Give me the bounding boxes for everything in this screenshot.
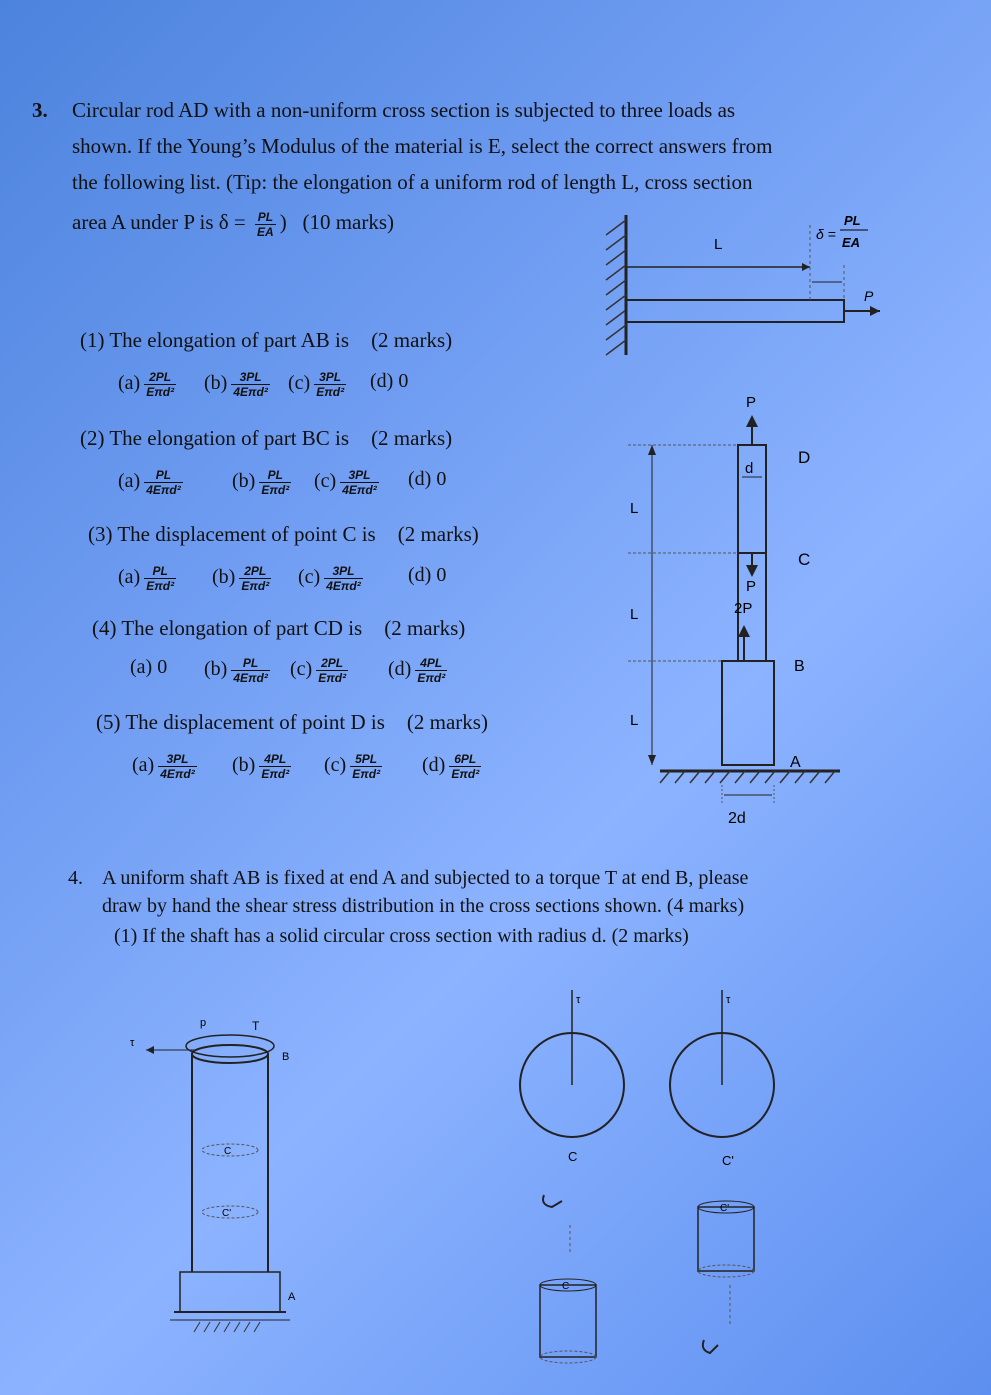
subquestion-3	[88, 522, 479, 547]
answer-option[interactable]	[324, 752, 386, 781]
subquestion-label: (2) The elongation of part BC is	[80, 426, 350, 450]
answer-option[interactable]	[288, 370, 350, 399]
option-letter: (a) 0	[130, 656, 168, 678]
numerator: 3PL	[340, 468, 379, 483]
subquestion-5	[96, 710, 488, 735]
denominator: 4Eπd²	[342, 483, 377, 497]
option-letter: (a)	[118, 566, 141, 589]
denominator: Eπd²	[146, 579, 175, 593]
delta-denominator: EA	[842, 235, 861, 250]
answer-option[interactable]	[298, 564, 367, 593]
option-fraction	[259, 752, 291, 781]
question-number: 4.	[68, 867, 83, 889]
question-number: 3.	[32, 98, 48, 122]
denominator: Eπd²	[451, 767, 480, 781]
option-fraction	[231, 370, 270, 399]
subquestion-label: (5) The displacement of point D is	[96, 710, 385, 734]
numerator: 2PL	[144, 370, 176, 385]
option-fraction	[259, 468, 291, 497]
stem-text: area A under P is	[72, 210, 214, 234]
denominator: Eπd²	[261, 767, 290, 781]
load-mid: P	[746, 578, 757, 595]
answer-option[interactable]	[290, 656, 352, 685]
option-fraction	[314, 370, 346, 399]
length-ab: L	[630, 712, 639, 729]
option-letter: (b)	[232, 470, 256, 493]
subquestion-marks: (2 marks)	[406, 710, 488, 734]
option-letter: (a)	[118, 372, 141, 395]
option-fraction	[158, 752, 197, 781]
subquestion-1	[80, 328, 452, 353]
answer-option[interactable]	[132, 752, 201, 781]
option-fraction	[231, 656, 270, 685]
answer-option[interactable]	[118, 564, 180, 593]
point-a-label: A	[790, 754, 801, 771]
numerator: 5PL	[350, 752, 382, 767]
subquestion-label: (4) The elongation of part CD is	[92, 616, 363, 640]
numerator: 4PL	[259, 752, 291, 767]
cross-section-figures	[500, 985, 800, 1380]
option-letter: (d) 0	[408, 468, 447, 490]
stem-line: shown. If the Young’s Modulus of the material is E, select the correct answers from	[72, 134, 773, 158]
section-cprime-small: C'	[720, 1203, 730, 1214]
option-letter: (c)	[324, 754, 347, 777]
option-fraction	[449, 752, 481, 781]
load-label: P	[864, 288, 874, 304]
denominator: 4Eπd²	[146, 483, 181, 497]
tau-label-right: τ	[726, 994, 731, 1006]
option-fraction	[324, 564, 363, 593]
tau-label: τ	[130, 1037, 135, 1049]
answer-option[interactable]	[408, 564, 446, 587]
subquestion-label: (1) The elongation of part AB is	[80, 328, 350, 352]
option-letter: (d)	[422, 754, 446, 777]
tip-formula-lhs: δ =	[218, 210, 246, 234]
length-label: L	[714, 236, 723, 253]
point-c-label: C	[798, 550, 811, 569]
numerator: 2PL	[316, 656, 348, 671]
option-letter: (d) 0	[370, 370, 409, 392]
diameter-2d-label: 2d	[728, 810, 746, 827]
numerator: 4PL	[415, 656, 447, 671]
delta-label: δ =	[816, 226, 836, 242]
answer-option[interactable]	[232, 752, 295, 781]
answer-option[interactable]	[314, 468, 383, 497]
denominator: Eπd²	[352, 767, 381, 781]
denominator: Eπd²	[318, 671, 347, 685]
denominator: Eπd²	[261, 483, 290, 497]
stepped-rod-figure	[600, 385, 860, 835]
option-letter: (b)	[212, 566, 236, 589]
diameter-label: d	[745, 460, 754, 477]
numerator: PL	[255, 210, 276, 225]
marks-label: (10 marks)	[302, 210, 395, 234]
numerator: PL	[144, 564, 176, 579]
denominator: 4Eπd²	[233, 385, 268, 399]
length-bc: L	[630, 606, 639, 623]
tau-label-left: τ	[576, 994, 581, 1006]
uniform-rod-figure	[598, 205, 898, 365]
load-2p: 2P	[734, 600, 753, 617]
numerator: PL	[231, 656, 270, 671]
answer-option[interactable]	[388, 656, 451, 685]
option-letter: (c)	[314, 470, 337, 493]
answer-option[interactable]	[232, 468, 295, 497]
option-fraction	[316, 656, 348, 685]
option-letter: (c)	[288, 372, 311, 395]
section-cprime-label: C'	[222, 1208, 232, 1219]
answer-option[interactable]	[422, 752, 485, 781]
stem-line: draw by hand the shear stress distribution in the cross sections shown. (4 marks)	[102, 895, 745, 917]
stem-line: (1) If the shaft has a solid circular cross section with radius d. (2 marks)	[114, 925, 689, 947]
numerator: 3PL	[324, 564, 363, 579]
subquestion-2	[80, 426, 452, 451]
answer-option[interactable]	[118, 370, 180, 399]
denominator: Eπd²	[146, 385, 175, 399]
numerator: 3PL	[231, 370, 270, 385]
answer-option[interactable]	[408, 468, 446, 491]
option-fraction	[350, 752, 382, 781]
torque-label: T	[252, 1019, 260, 1033]
option-letter: (c)	[298, 566, 321, 589]
option-fraction	[340, 468, 379, 497]
end-b-label: B	[282, 1051, 290, 1063]
section-c-label: C	[224, 1146, 232, 1157]
denominator: 4Eπd²	[233, 671, 268, 685]
answer-option[interactable]	[118, 468, 187, 497]
option-letter: (b)	[232, 754, 256, 777]
option-fraction	[144, 564, 176, 593]
delta-numerator: PL	[844, 213, 861, 228]
numerator: 6PL	[449, 752, 481, 767]
p-label: p	[200, 1017, 207, 1029]
numerator: 3PL	[158, 752, 197, 767]
stem-line: Circular rod AD with a non-uniform cross section is subjected to three loads as	[72, 98, 736, 122]
subquestion-marks: (2 marks)	[384, 616, 466, 640]
subquestion-4	[92, 616, 465, 641]
answer-option[interactable]	[130, 656, 167, 679]
numerator: 2PL	[239, 564, 271, 579]
option-letter: (b)	[204, 372, 228, 395]
denominator: Eπd²	[316, 385, 345, 399]
denominator: Eπd²	[417, 671, 446, 685]
torsion-shaft-figure	[110, 1010, 310, 1340]
stem-line: the following list. (Tip: the elongation of a uniform rod of length L, cross section	[72, 170, 753, 194]
point-d-label: D	[798, 448, 811, 467]
option-letter: (d) 0	[408, 564, 447, 586]
numerator: 3PL	[314, 370, 346, 385]
denominator: 4Eπd²	[160, 767, 195, 781]
numerator: PL	[144, 468, 183, 483]
section-c-small: C	[562, 1281, 570, 1292]
answer-option[interactable]	[204, 656, 274, 685]
end-a-label: A	[288, 1291, 296, 1303]
subquestion-marks: (2 marks)	[371, 328, 453, 352]
subquestion-marks: (2 marks)	[397, 522, 479, 546]
section-cprime-caption: C'	[722, 1153, 734, 1168]
option-letter: (a)	[132, 754, 155, 777]
numerator: PL	[259, 468, 291, 483]
option-letter: (b)	[204, 658, 228, 681]
tip-formula-fraction	[255, 210, 276, 239]
point-b-label: B	[794, 658, 805, 675]
denominator: Eπd²	[241, 579, 270, 593]
load-top: P	[746, 394, 757, 411]
option-letter: (a)	[118, 470, 141, 493]
subquestion-marks: (2 marks)	[371, 426, 453, 450]
answer-option[interactable]	[204, 370, 274, 399]
answer-option[interactable]	[212, 564, 275, 593]
stem-line: A uniform shaft AB is fixed at end A and subjected to a torque T at end B, please	[102, 867, 749, 889]
option-letter: (d)	[388, 658, 412, 681]
option-fraction	[239, 564, 271, 593]
option-fraction	[415, 656, 447, 685]
section-c-caption: C	[568, 1149, 578, 1164]
tip-close: )	[279, 210, 287, 234]
option-fraction	[144, 370, 176, 399]
denominator: 4Eπd²	[326, 579, 361, 593]
option-fraction	[144, 468, 183, 497]
denominator: EA	[257, 224, 274, 239]
option-letter: (c)	[290, 658, 313, 681]
subquestion-label: (3) The displacement of point C is	[88, 522, 376, 546]
length-cd: L	[630, 500, 639, 517]
answer-option[interactable]	[370, 370, 408, 393]
